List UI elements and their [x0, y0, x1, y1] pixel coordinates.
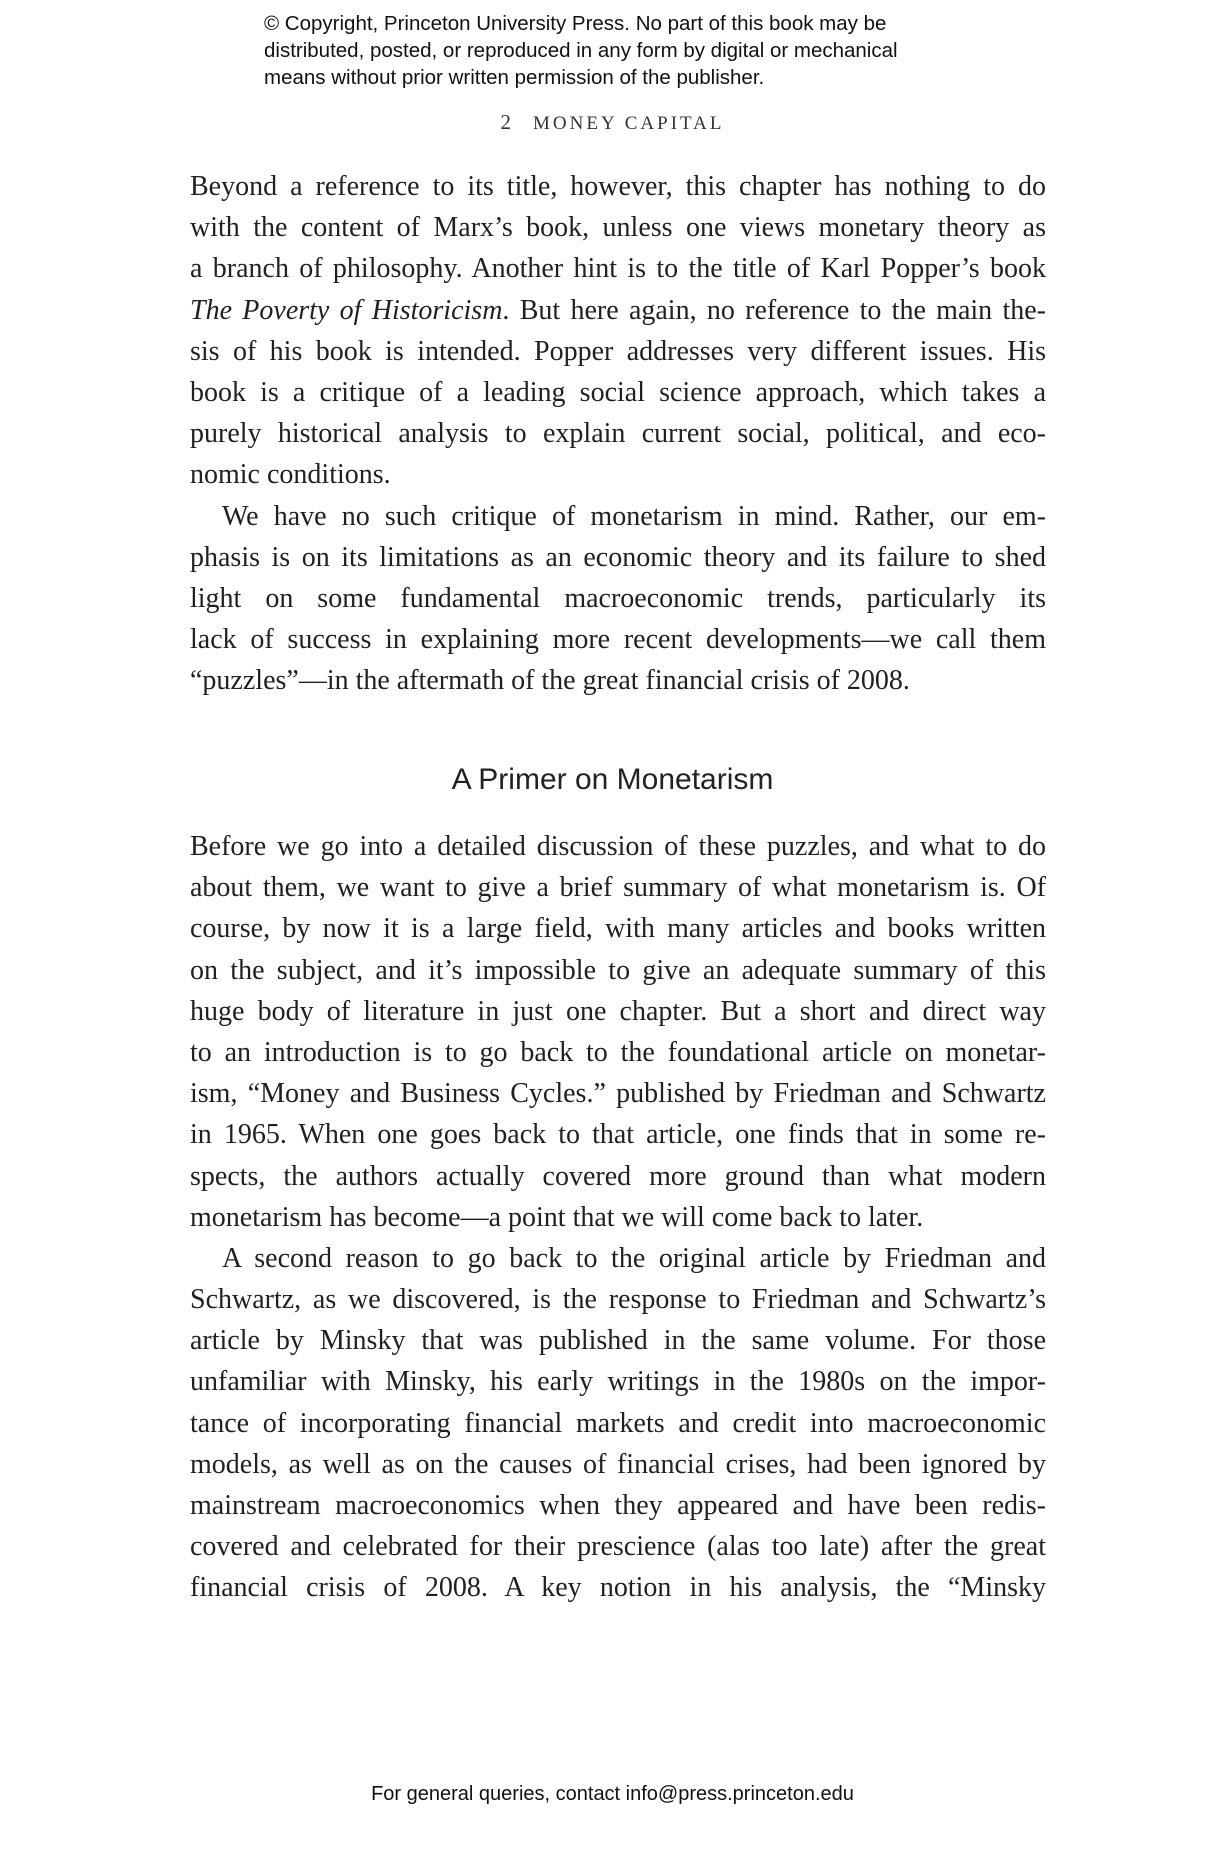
text-line: purely historical analysis to explain current social, political, and eco-: [190, 418, 1046, 450]
text-line: Before we go into a detailed discussion of these puzzles, and what to do: [190, 831, 1046, 862]
paragraph: [190, 1238, 1046, 1609]
page-number: 2: [500, 110, 512, 134]
book-title: The Poverty of Historicism: [190, 294, 503, 326]
text-line: light on some fundamental macroeconomic trends, particularly its: [190, 582, 1046, 614]
text-line: Beyond a reference to its title, however, this chapter has nothing to do: [190, 171, 1046, 202]
text-line: a branch of philosophy. Another hint is to the title of Karl Popper’s book: [190, 253, 1046, 285]
text-line: Schwartz, as we discovered, is the response to Friedman and Schwartz’s: [190, 1284, 1046, 1316]
text-span: . But here again, no reference to the main the-: [502, 294, 1046, 326]
copyright-line: means without prior written permission of the publisher.: [264, 66, 765, 89]
paragraph: [190, 166, 1046, 496]
paragraph: [190, 496, 1046, 702]
section-heading: A Primer on Monetarism: [451, 763, 774, 796]
footer-contact: For general queries, contact info@press.princeton.edu: [371, 1783, 854, 1805]
text-line: mainstream macroeconomics when they appeared and have been redis-: [190, 1490, 1046, 1521]
text-line: financial crisis of 2008. A key notion in his analysis, the “Minsky: [190, 1572, 1046, 1604]
text-line: on the subject, and it’s impossible to give an adequate summary of this: [190, 954, 1046, 986]
section1-body: [190, 166, 1046, 701]
running-head-title: MONEY CAPITAL: [533, 113, 725, 134]
text-line: book is a critique of a leading social science approach, which takes a: [190, 376, 1046, 408]
text-line: monetarism has become—a point that we will come back to later.: [190, 1201, 924, 1233]
text-line: phasis is on its limitations as an economic theory and its failure to shed: [190, 541, 1046, 573]
text-line: in 1965. When one goes back to that article, one finds that in some re-: [190, 1119, 1046, 1151]
text-line: article by Minsky that was published in the same volume. For those: [190, 1325, 1046, 1357]
copyright-notice: [264, 10, 898, 91]
text-line: huge body of literature in just one chapter. But a short and direct way: [190, 995, 1046, 1027]
text-line: ism, “Money and Business Cycles.” published by Friedman and Schwartz: [190, 1078, 1046, 1110]
text-line: We have no such critique of monetarism in mind. Rather, our em-: [222, 500, 1046, 532]
section2-body: [190, 826, 1046, 1609]
text-line: spects, the authors actually covered more ground than what modern: [190, 1160, 1046, 1192]
text-line: sis of his book is intended. Popper addresses very different issues. His: [190, 335, 1046, 367]
text-line: to an introduction is to go back to the foundational article on monetar-: [190, 1036, 1046, 1068]
text-line: models, as well as on the causes of financial crises, had been ignored by: [190, 1448, 1046, 1480]
text-line: A second reason to go back to the original article by Friedman and: [222, 1242, 1046, 1274]
text-line: unfamiliar with Minsky, his early writings in the 1980s on the impor-: [190, 1366, 1046, 1398]
copyright-line: © Copyright, Princeton University Press. No part of this book may be: [264, 12, 887, 35]
copyright-line: distributed, posted, or reproduced in any form by digital or mechanical: [264, 39, 898, 62]
text-line: course, by now it is a large field, with many articles and books written: [190, 913, 1046, 945]
paragraph: [190, 826, 1046, 1238]
text-line: covered and celebrated for their prescience (alas too late) after the great: [190, 1531, 1046, 1563]
text-line: “puzzles”—in the aftermath of the great financial crisis of 2008.: [190, 665, 910, 697]
text-line: nomic conditions.: [190, 459, 391, 491]
running-head: [0, 110, 1225, 135]
text-line: with the content of Marx’s book, unless one views monetary theory as: [190, 212, 1046, 244]
text-line: about them, we want to give a brief summary of what monetarism is. Of: [190, 872, 1046, 904]
text-line: lack of success in explaining more recent developments—we call them: [190, 624, 1046, 656]
text-line: [190, 290, 1046, 331]
text-line: tance of incorporating financial markets and credit into macroeconomic: [190, 1407, 1046, 1439]
